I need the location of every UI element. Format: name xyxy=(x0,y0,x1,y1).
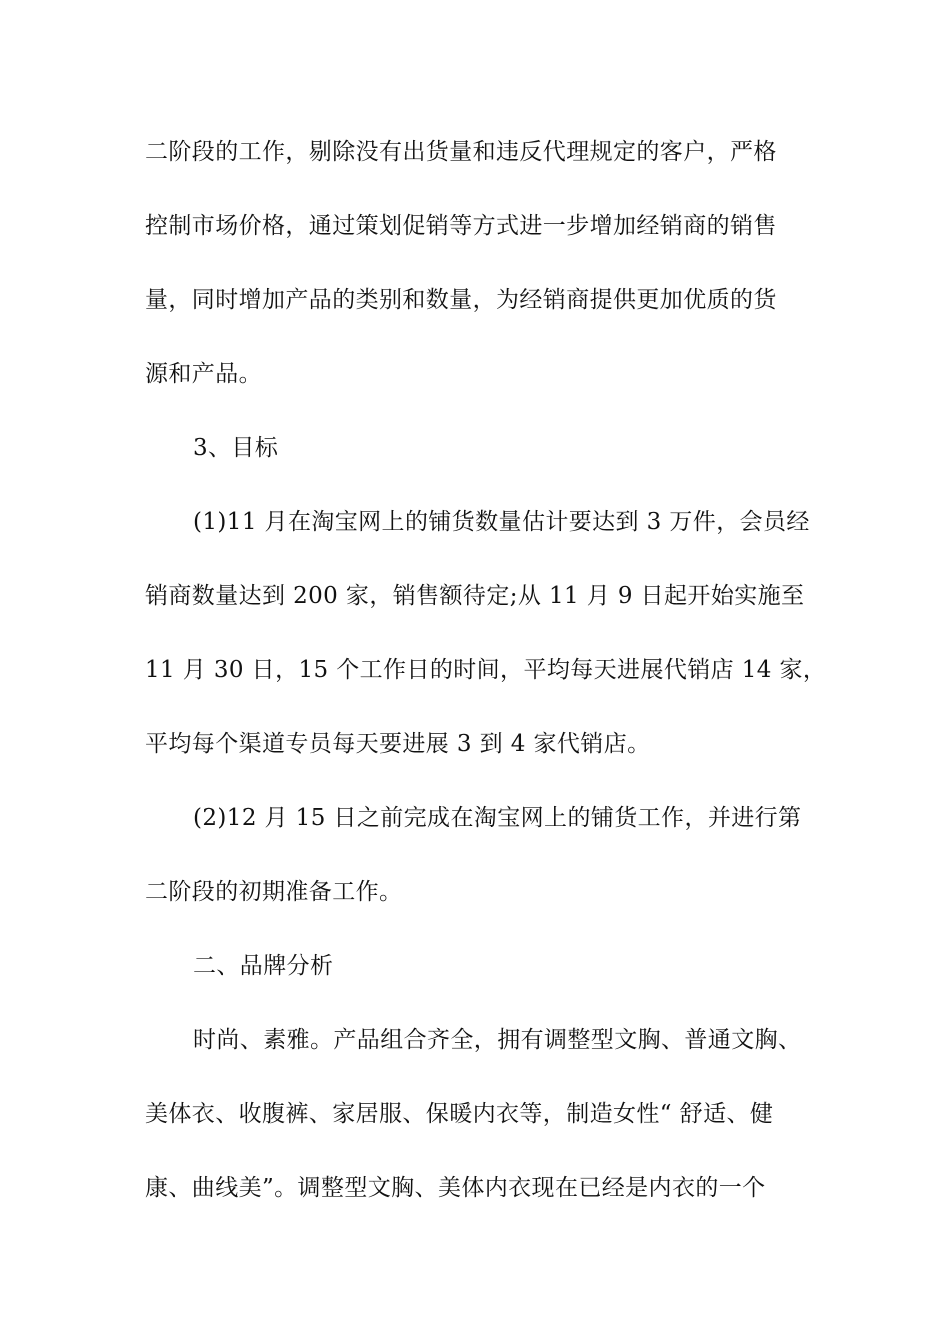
text-line: 量，同时增加产品的类别和数量，为经销商提供更加优质的货 xyxy=(145,287,777,313)
text-line: 源和产品。 xyxy=(145,361,262,387)
text-line: 时尚、素雅。产品组合齐全，拥有调整型文胸、普通文胸、 xyxy=(193,1027,802,1053)
text-line: 销商数量达到 200 家，销售额待定;从 11 月 9 日起开始实施至 xyxy=(145,583,805,609)
text-line: (1)11 月在淘宝网上的铺货数量估计要达到 3 万件，会员经 xyxy=(193,509,810,535)
text-line: 11 月 30 日，15 个工作日的时间，平均每天进展代销店 14 家， xyxy=(145,657,827,683)
text-line: 美体衣、收腹裤、家居服、保暖内衣等，制造女性“ 舒适、健 xyxy=(145,1101,774,1127)
text-line: 平均每个渠道专员每天要进展 3 到 4 家代销店。 xyxy=(145,731,651,757)
text-line: 康、曲线美”。调整型文胸、美体内衣现在已经是内衣的一个 xyxy=(145,1175,766,1201)
text-line: 二阶段的工作，剔除没有出货量和违反代理规定的客户，严格 xyxy=(145,139,777,165)
text-line: 二阶段的初期准备工作。 xyxy=(145,879,403,905)
body-text xyxy=(145,126,825,1236)
text-line: (2)12 月 15 日之前完成在淘宝网上的铺货工作，并进行第 xyxy=(193,805,802,831)
text-line: 控制市场价格，通过策划促销等方式进一步增加经销商的销售 xyxy=(145,213,777,239)
section-heading: 3、目标 xyxy=(193,435,279,461)
section-heading: 二、品牌分析 xyxy=(193,953,334,979)
